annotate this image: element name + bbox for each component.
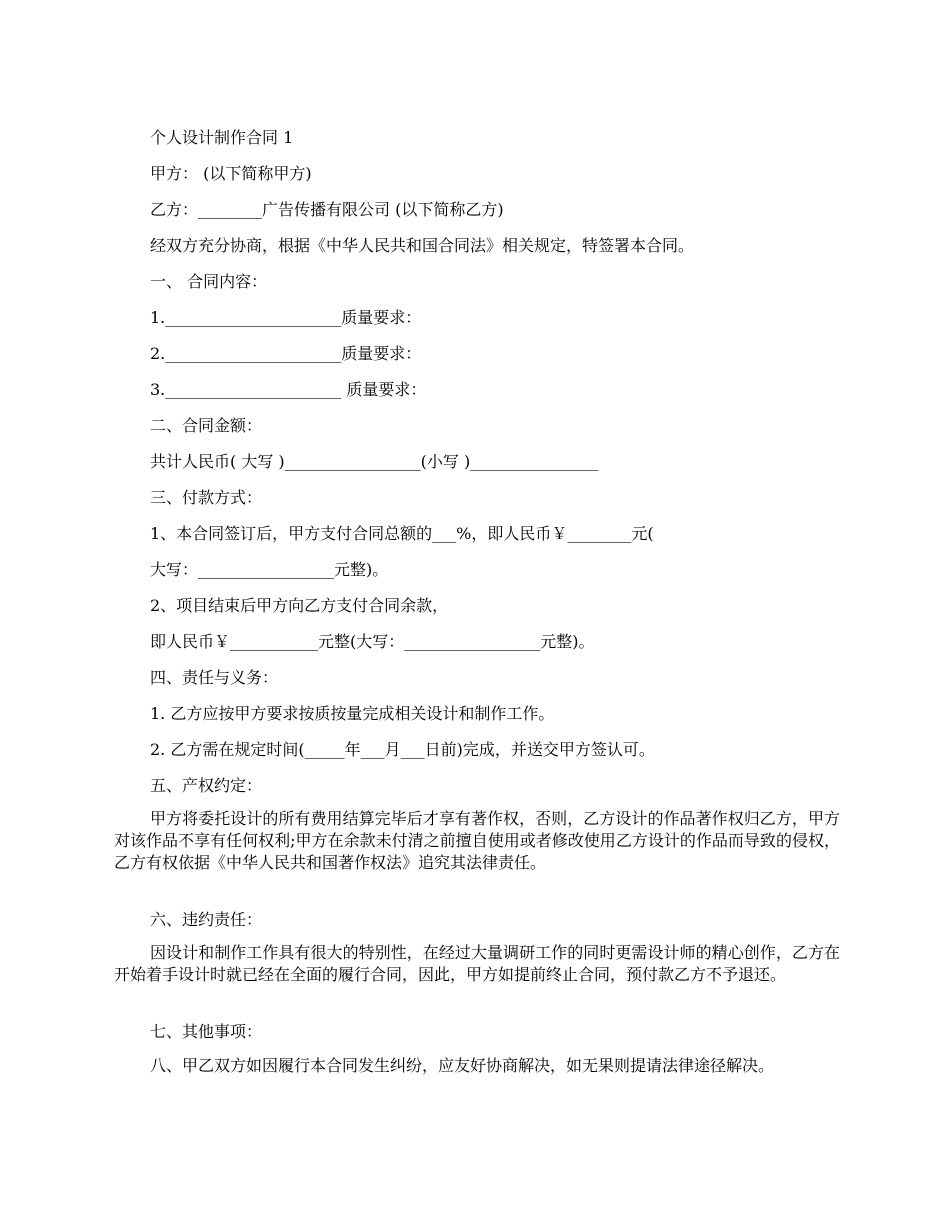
party-b-line: 乙方：________广告传播有限公司 (以下简称乙方) bbox=[150, 200, 504, 219]
content-item-2: 2.______________________质量要求： bbox=[150, 344, 422, 363]
duty-2: 2. 乙方需在规定时间(_____年___月___日前)完成，并送交甲方签认可。 bbox=[150, 740, 655, 759]
section4-heading: 四、责任与义务： bbox=[150, 668, 279, 687]
document-title: 个人设计制作合同 1 bbox=[150, 128, 294, 147]
section3-heading: 三、付款方式： bbox=[150, 488, 263, 507]
payment1-line-a: 1、本合同签订后，甲方支付合同总额的___%，即人民币￥________元( bbox=[150, 524, 654, 543]
content-item-3: 3.______________________ 质量要求： bbox=[150, 380, 427, 399]
amount-line: 共计人民币( 大写 )_________________(小写 )________________ bbox=[150, 452, 599, 471]
section7-heading: 七、其他事项： bbox=[150, 1022, 263, 1041]
preamble-text: 经双方充分协商，根据《中华人民共和国合同法》相关规定，特签署本合同。 bbox=[150, 236, 695, 255]
payment1-line-b: 大写：_________________元整)。 bbox=[150, 560, 389, 579]
section5-paragraph: 甲方将委托设计的所有费用结算完毕后才享有著作权，否则，乙方设计的作品著作权归乙方，甲方对该作品不享有任何权利;甲方在余款未付清之前擅自使用或者修改使用乙方设计的作品而导致的侵权，乙方有权依据《中华人民共和国著作权法》追究其法律责任。 bbox=[114, 809, 840, 872]
section6-paragraph: 因设计和制作工作具有很大的特别性，在经过大量调研工作的同时更需设计师的精心创作，乙方在开始着手设计时就已经在全面的履行合同，因此，甲方如提前终止合同，预付款乙方不予退还。 bbox=[114, 943, 840, 984]
party-a-line: 甲方： (以下简称甲方) bbox=[150, 164, 312, 183]
payment2-line-a: 2、项目结束后甲方向乙方支付合同余款， bbox=[150, 596, 449, 615]
section5-heading: 五、产权约定： bbox=[150, 776, 263, 795]
section8-paragraph: 八、甲乙双方如因履行本合同发生纠纷，应友好协商解决，如无果则提请法律途径解决。 bbox=[150, 1056, 775, 1075]
section2-heading: 二、合同金额： bbox=[150, 416, 263, 435]
duty-1: 1. 乙方应按甲方要求按质按量完成相关设计和制作工作。 bbox=[150, 704, 555, 723]
content-item-1: 1.______________________质量要求： bbox=[150, 308, 422, 327]
payment2-line-b: 即人民币￥___________元整(大写：_________________元整)。 bbox=[150, 632, 595, 651]
section1-heading: 一、 合同内容： bbox=[150, 272, 268, 291]
section6-heading: 六、违约责任： bbox=[150, 910, 263, 929]
